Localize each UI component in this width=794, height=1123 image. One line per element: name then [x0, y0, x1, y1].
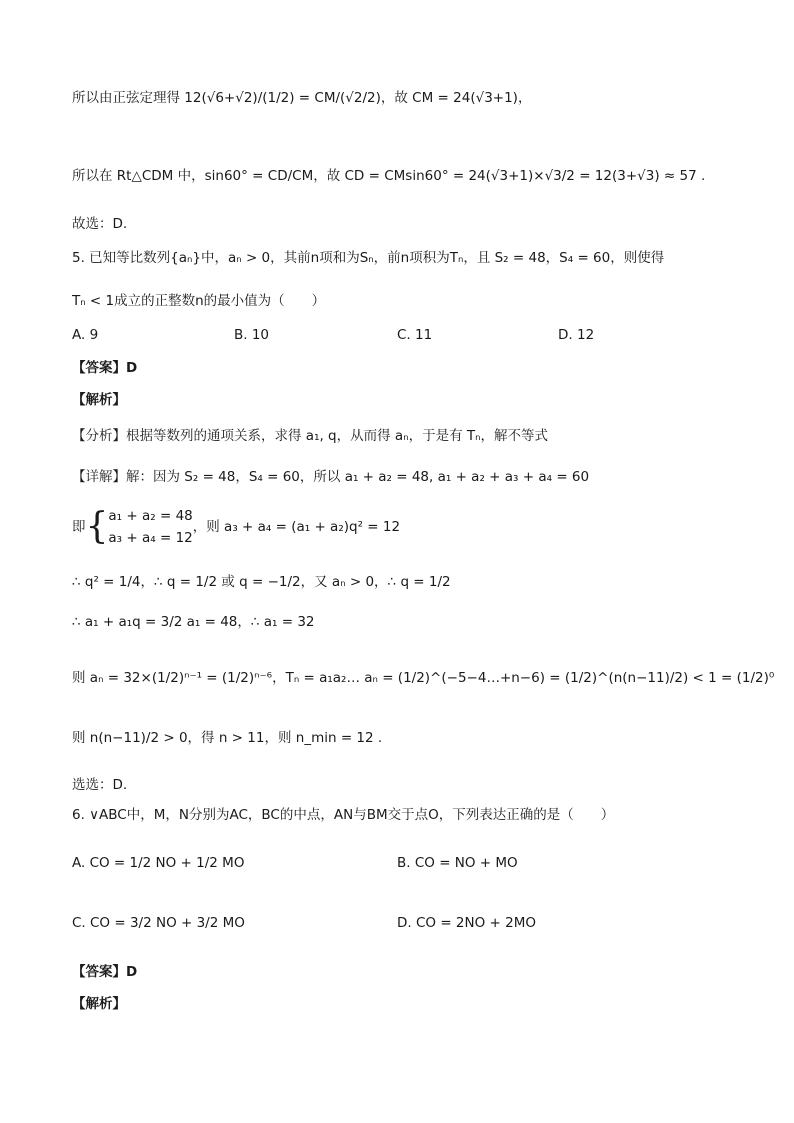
system-prefix: 即 — [72, 519, 86, 535]
analysis-5-summary: 【分析】根据等数列的通项关系，求得 a₁, q，从而得 aₙ，于是有 Tₙ，解不等式 — [72, 428, 548, 444]
text-line-a1-value: ∴ a₁ + a₁q = 3/2 a₁ = 48，∴ a₁ = 32 — [72, 614, 315, 630]
text-line-n-min: 则 n(n−11)/2 > 0，得 n > 11，则 n_min = 12 . — [72, 730, 383, 746]
text-line-an-tn: 则 aₙ = 32×(1/2)ⁿ⁻¹ = (1/2)ⁿ⁻⁶，Tₙ = a₁a₂… aₙ = (1/2)^(−5−4…+n−6) = (1/2)^(n(n−11)/2) < 1 = (1/2)⁰ — [72, 670, 775, 686]
answer-5: 【答案】D — [72, 360, 138, 376]
system-equations — [108, 505, 192, 549]
text-line-cd-calculation: 所以在 Rt△CDM 中，sin60° = CD/CM，故 CD = CMsin60° = 24(√3+1)×√3/2 = 12(3+√3) ≈ 57 . — [72, 168, 706, 184]
analysis-6-heading: 【解析】 — [72, 996, 126, 1012]
choice-5-d: D. 12 — [558, 327, 595, 343]
choice-5-b: B. 10 — [234, 327, 270, 343]
analysis-5-heading: 【解析】 — [72, 392, 126, 408]
left-brace-icon: { — [85, 506, 109, 547]
choice-6-c: C. CO = 3/2 NO + 3/2 MO — [72, 915, 245, 931]
question-5-stem: 5. 已知等比数列{aₙ}中，aₙ > 0，其前n项和为Sₙ，前n项积为Tₙ，且 S₂ = 48，S₄ = 60，则使得 — [72, 250, 665, 266]
system-suffix: ，则 a₃ + a₄ = (a₁ + a₂)q² = 12 — [192, 519, 401, 535]
choice-5-a: A. 9 — [72, 327, 99, 343]
question-6-stem: 6. ∨ABC中，M，N分别为AC，BC的中点，AN与BM交于点O，下列表达正确的是（ ） — [72, 807, 615, 823]
choice-5-c: C. 11 — [397, 327, 433, 343]
analysis-5-detail: 【详解】解：因为 S₂ = 48，S₄ = 60，所以 a₁ + a₂ = 48, a₁ + a₂ + a₃ + a₄ = 60 — [72, 469, 590, 485]
choice-6-d: D. CO = 2NO + 2MO — [397, 915, 536, 931]
system-equation-1: a₁ + a₂ = 48 — [108, 508, 193, 524]
system-equation-2: a₃ + a₄ = 12 — [108, 530, 193, 546]
equation-system — [72, 505, 400, 549]
text-line-choose-d-1: 故选：D. — [72, 216, 128, 232]
choice-6-a: A. CO = 1/2 NO + 1/2 MO — [72, 855, 245, 871]
answer-6: 【答案】D — [72, 964, 138, 980]
question-5-stem-cont: Tₙ < 1成立的正整数n的最小值为（ ） — [72, 293, 326, 309]
choice-6-b: B. CO = NO + MO — [397, 855, 518, 871]
text-line-q-value: ∴ q² = 1/4，∴ q = 1/2 或 q = −1/2，又 aₙ > 0，∴ q = 1/2 — [72, 574, 451, 590]
text-line-sine-rule: 所以由正弦定理得 12(√6+√2)/(1/2) = CM/(√2/2)，故 CM = 24(√3+1)， — [72, 90, 532, 106]
text-line-choose-d-2: 选选：D. — [72, 777, 128, 793]
